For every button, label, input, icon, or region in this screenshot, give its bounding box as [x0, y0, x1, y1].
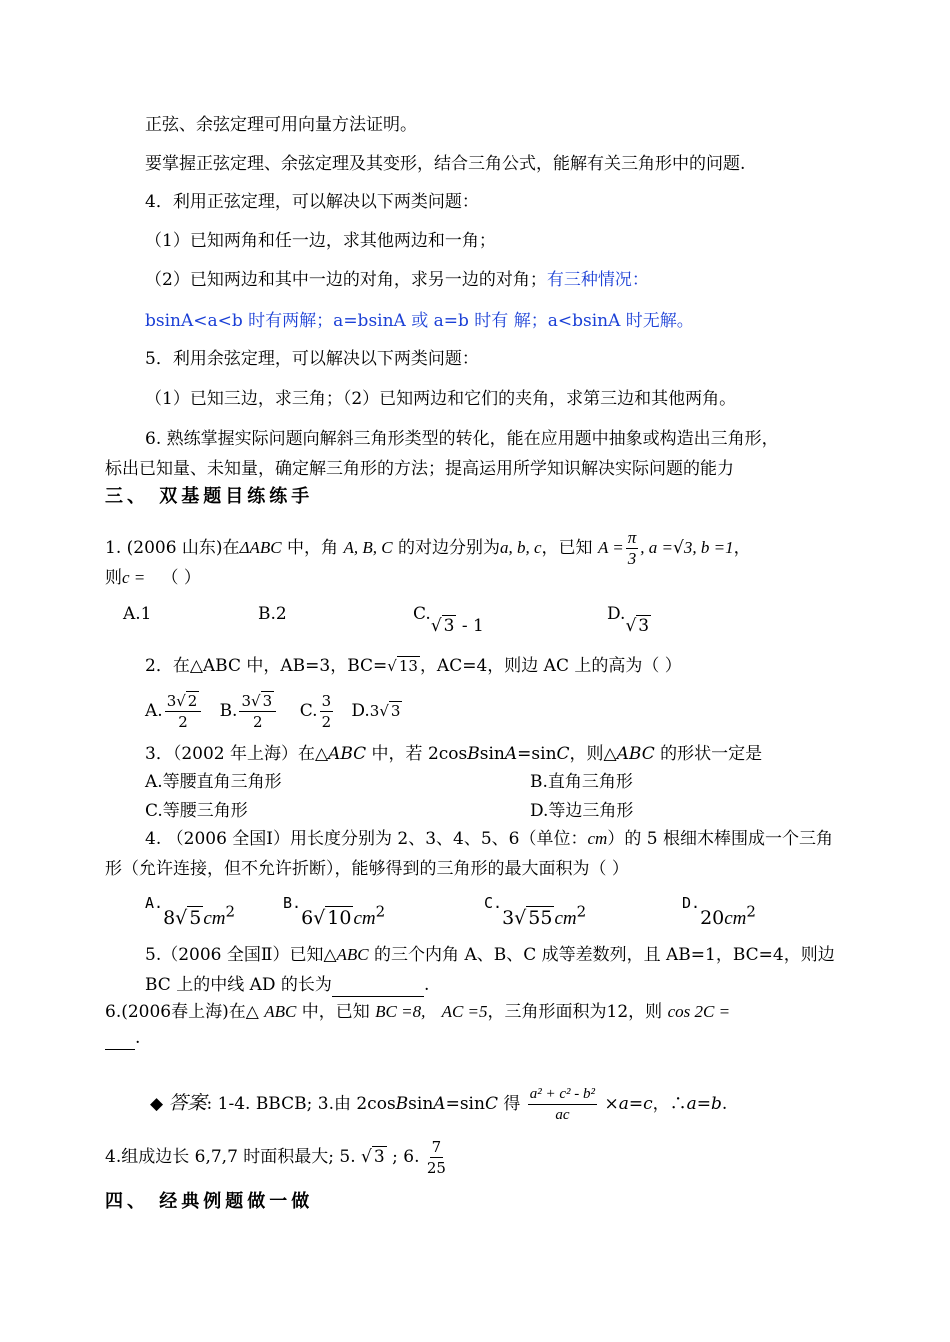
- q4-expr: [700, 903, 756, 930]
- answer-var: A: [433, 1094, 446, 1114]
- q6-cos: cos 2C =: [667, 1002, 731, 1021]
- q1-angles: A, B, C: [343, 538, 393, 557]
- text-line: （1）已知两角和任一边，求其他两边和一角；: [145, 231, 496, 251]
- answer-text: .: [721, 1094, 728, 1114]
- q3-text: sin: [479, 744, 505, 764]
- answer-blank: [105, 1031, 135, 1050]
- unit: cm: [353, 908, 376, 930]
- denominator: 25: [426, 1159, 446, 1177]
- radicand: 3: [373, 1147, 385, 1167]
- answer-var: a: [686, 1094, 697, 1114]
- radicand: 13: [398, 657, 418, 675]
- q3-abc: ABC: [328, 744, 367, 764]
- exponent: 2: [375, 903, 386, 921]
- text-line: 标出已知量、未知量，确定解三角形的方法；提高运用所学知识解决实际问题的能力: [105, 459, 734, 479]
- fraction: [239, 691, 276, 732]
- q3-var: A: [504, 744, 518, 764]
- answer-text: =sin: [445, 1094, 485, 1114]
- denominator: 2: [178, 713, 188, 731]
- answer-text: =: [628, 1094, 644, 1114]
- q6-abc: ABC: [264, 1002, 297, 1021]
- q1-triangle: ΔABC: [239, 538, 282, 557]
- q3-abc: ABC: [616, 744, 655, 764]
- question-2: [145, 654, 682, 678]
- q1-paren: （ ）: [161, 568, 201, 588]
- q1-text: 则: [105, 568, 122, 588]
- option-label: B.: [283, 894, 302, 913]
- fraction: [165, 691, 202, 732]
- highlight-span: 有三种情况：: [546, 270, 649, 290]
- q4-unit: cm: [587, 829, 608, 848]
- q6-text: ，三角形面积为12，则: [487, 1002, 668, 1022]
- fraction: [320, 691, 334, 732]
- q1-given-side-a: , a =: [640, 538, 674, 557]
- option-label: B.: [219, 701, 238, 721]
- q1-option-c: [413, 602, 484, 636]
- radicand: 3: [262, 692, 273, 710]
- q1-option-a: A.1: [123, 604, 152, 624]
- sqrt-symbol: √: [673, 538, 684, 558]
- coef: 3: [241, 692, 252, 710]
- q5-text: BC 上的中线 AD 的长为: [145, 975, 332, 995]
- question-6: [105, 1000, 730, 1024]
- q3-option-d: D.等边三角形: [530, 801, 634, 821]
- q1-given-a: A =: [597, 538, 624, 557]
- q3-option-c: C.等腰三角形: [145, 801, 248, 821]
- q1-given-rest: 3, b =1: [683, 538, 734, 557]
- question-5-line2: [145, 973, 429, 997]
- q4-option-a: [145, 892, 236, 930]
- answer-var: b: [711, 1094, 722, 1114]
- coef: 3: [502, 907, 515, 930]
- q6-text: 中，已知: [296, 1002, 376, 1022]
- q3-text: =sin: [517, 744, 557, 764]
- option-label: A.: [145, 894, 164, 913]
- q3-text: 3．（2002 年上海）在△: [145, 744, 329, 764]
- diamond-icon: ◆: [150, 1094, 164, 1114]
- q2-text: ，AC=4，则边 AC 上的高为（ ）: [419, 656, 682, 676]
- answer-var: a: [618, 1094, 629, 1114]
- q6-ac: AC =5: [441, 1002, 488, 1021]
- text-line: 6. 熟练掌握实际问题向解斜三角形类型的转化，能在应用题中抽象或构造出三角形，: [145, 429, 779, 449]
- option-tail: - 1: [456, 616, 484, 636]
- q1-option-d: [607, 602, 651, 636]
- q4-option-d: [682, 892, 756, 930]
- radicand: 2: [187, 692, 198, 710]
- coef: 3: [369, 702, 380, 720]
- q1-prefix: 1. (2006 山东)在: [105, 538, 240, 558]
- text-line: 5．利用余弦定理，可以解决以下两类问题：: [145, 349, 479, 369]
- q4-text: 4. （2006 全国Ⅰ）用长度分别为 2、3、4、5、6（单位：: [145, 829, 588, 849]
- q3-option-b: B.直角三角形: [530, 772, 633, 792]
- answer-line: [150, 1080, 727, 1127]
- q4-text: ）的 5 根细木棒围成一个三角: [607, 829, 833, 849]
- answer-text: 4.组成边长 6,7,7 时面积最大; 5.: [105, 1147, 362, 1167]
- denominator: ac: [555, 1107, 570, 1123]
- exponent: 2: [746, 903, 756, 921]
- q1-option-b: B.2: [258, 604, 287, 624]
- exponent: 2: [576, 903, 587, 921]
- denominator: 2: [321, 713, 332, 731]
- text-line: 正弦、余弦定理可用向量方法证明。: [145, 115, 417, 135]
- text-line: （1）已知三边，求三角；（2）已知两边和它们的夹角，求第三边和其他两角。: [145, 389, 737, 409]
- option-label: C.: [484, 894, 503, 913]
- sqrt-expr: 3√ 3: [369, 702, 401, 720]
- fraction: [528, 1084, 597, 1125]
- unit: cm: [554, 908, 577, 930]
- text-line: [145, 268, 649, 292]
- q6-bc: BC =8,: [375, 1002, 426, 1021]
- q1-text: 中，角: [281, 538, 344, 558]
- denominator: 3: [627, 549, 637, 568]
- answer-text: sin: [408, 1094, 434, 1114]
- q3-text: ，则△: [569, 744, 617, 764]
- q3-option-a: A.等腰直角三角形: [145, 772, 282, 792]
- numerator: 3: [321, 692, 332, 710]
- question-1-line2: [105, 566, 201, 590]
- option-label: D.: [607, 604, 626, 624]
- text-line: 4．利用正弦定理，可以解决以下两类问题：: [145, 192, 479, 212]
- answer-line-2: [105, 1134, 448, 1180]
- q1-c: c =: [122, 568, 146, 587]
- sqrt-expr: √ 3: [361, 1147, 385, 1167]
- q5-text: 5.（2006 全国Ⅱ）已知: [145, 945, 324, 965]
- exponent: 2: [225, 903, 236, 921]
- radicand: 3: [390, 702, 401, 720]
- numerator: 3√ 3: [239, 691, 276, 712]
- q2-options: [145, 688, 402, 734]
- q3-var: C: [556, 744, 570, 764]
- q3-var: B: [467, 744, 480, 764]
- text-line: 要掌握正弦定理、余弦定理及其变形，结合三角公式，能解有关三角形中的问题.: [145, 154, 746, 174]
- numerator: a² + c² - b²: [528, 1084, 597, 1105]
- q1-end: ，: [733, 538, 751, 558]
- answer-var: B: [395, 1094, 409, 1114]
- q4-expr: 6√ 10 $cm^2$: [301, 903, 386, 930]
- question-5: [145, 943, 835, 967]
- question-4: [145, 827, 833, 851]
- denominator: 2: [253, 713, 263, 731]
- answer-text: : 1-4. BBCB; 3.由 2cos: [206, 1094, 396, 1114]
- q5-triangle: △ABC: [323, 945, 369, 964]
- q5-end: .: [423, 975, 430, 995]
- radicand: 10: [327, 907, 352, 930]
- numerator: 7: [431, 1138, 442, 1156]
- question-3: [145, 742, 762, 766]
- q6-text: 6.(2006春上海)在△: [105, 1002, 265, 1022]
- sqrt-expr: √ 3: [625, 616, 650, 636]
- q4-option-b: [283, 892, 386, 930]
- q1-text: ，已知: [541, 538, 598, 558]
- unit: cm: [203, 908, 226, 930]
- answer-text: ; 6.: [386, 1147, 425, 1167]
- section-heading: 四、 经典例题做一做: [105, 1191, 314, 1212]
- q1-sides: a, b, c: [499, 538, 542, 557]
- answer-var: c: [643, 1094, 653, 1114]
- option-label: C.: [413, 604, 431, 624]
- answer-text: ，∴: [652, 1094, 687, 1114]
- numerator: 3√ 2: [165, 691, 202, 712]
- coef: 6: [301, 907, 314, 930]
- radicand: 3: [443, 616, 455, 636]
- sqrt-expr: √ 13: [387, 657, 418, 675]
- fraction: [427, 1137, 446, 1178]
- sqrt-expr: √ 3 - 1: [430, 616, 484, 636]
- answer-text: 得: [497, 1094, 526, 1114]
- q3-text: 中，若 2cos: [366, 744, 468, 764]
- question-6-line2: [105, 1026, 140, 1050]
- section-heading: 三、 双基题目练练手: [105, 486, 314, 507]
- coef: 3: [166, 692, 177, 710]
- question-4-line2: 形（允许连接，但不允许折断），能够得到的三角形的最大面积为（ ）: [105, 859, 629, 879]
- q4-expr: 3√ 55 $cm^2$: [502, 903, 587, 930]
- radicand: 5: [189, 907, 202, 930]
- answer-text: =: [696, 1094, 712, 1114]
- value: 20: [700, 907, 725, 930]
- option-label: D.: [682, 894, 701, 913]
- q4-expr: 8√ 5 $cm^2$: [163, 903, 236, 930]
- coef: 8: [163, 907, 176, 930]
- q3-text: 的形状一定是: [654, 744, 763, 764]
- text-line: bsinA<a<b 时有两解；a=bsinA 或 a=b 时有 解；a<bsinA 时无解。: [145, 311, 694, 331]
- option-label: A.: [145, 701, 163, 721]
- q1-text: 的对边分别为: [392, 538, 500, 558]
- text-span: （2）已知两边和其中一边的对角，求另一边的对角；: [145, 270, 547, 290]
- radicand: 3: [638, 616, 650, 636]
- unit: cm: [724, 908, 747, 930]
- q4-option-c: [484, 892, 587, 930]
- answer-label: 答案: [168, 1092, 207, 1114]
- q5-text: 的三个内角 A、B、C 成等差数列，且 AB=1，BC=4，则边: [368, 945, 835, 965]
- answer-blank: [332, 978, 424, 997]
- numerator: π: [627, 528, 637, 547]
- answer-var: C: [484, 1094, 498, 1114]
- answer-text: ×: [599, 1094, 619, 1114]
- question-1: [105, 528, 751, 569]
- option-label: C.: [299, 701, 318, 721]
- q2-text: 2．在△ABC 中，AB=3，BC=: [145, 656, 388, 676]
- q1-pi-over-3: [626, 528, 639, 569]
- radicand: 55: [528, 907, 553, 930]
- option-label: D.: [351, 701, 370, 721]
- q6-end: .: [135, 1028, 141, 1048]
